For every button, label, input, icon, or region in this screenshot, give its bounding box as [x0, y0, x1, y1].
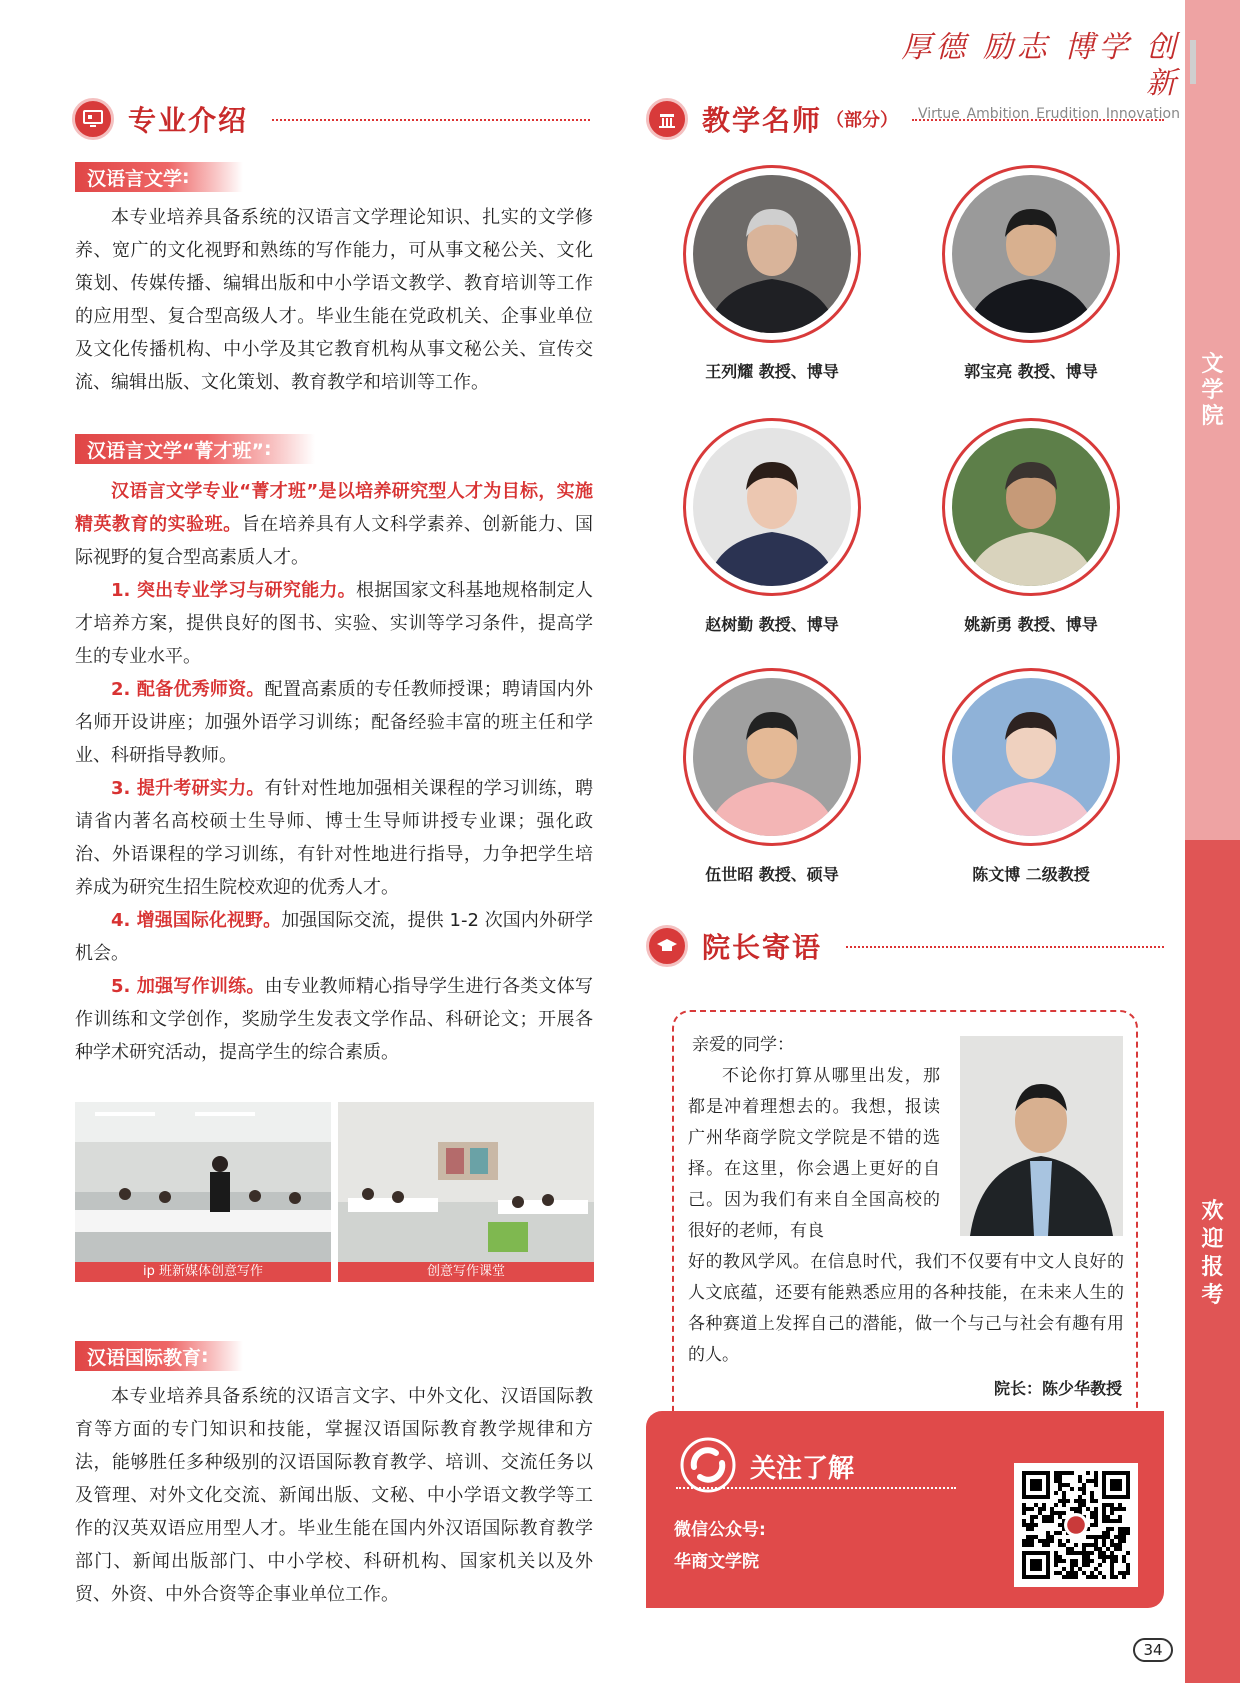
wechat-account: 华商文学院 — [674, 1552, 759, 1572]
section-header-dean — [646, 925, 822, 967]
divider — [912, 119, 1164, 121]
teacher-portrait-frame — [683, 165, 861, 343]
teacher-name: 赵树勤 教授、博导 — [705, 615, 839, 634]
graduation-cap-icon — [646, 925, 688, 967]
dean-message-narrow: 不论你打算从哪里出发，那都是冲着理想去的。我想，报读广州华商学院文学院是不错的选择。在这里，你会遇上更好的自己。因为我们有来自全国高校的很好的老师，有良 — [688, 1066, 940, 1241]
elite-class-text: 汉语言文学专业“菁才班”是以培养研究型人才为目标，实施精英教育的实验班。旨在培养具有人文科学素养、创新能力、国际视野的复合型高素质人才。 1. 突出专业学习与研究能力。根据国家文科基地规格制定人才培养方案，提供良好的图书、实验、实训等学习条件，提高学生的专业水平。 2. 配备优秀师资。配置高素质的专任教师授课；聘请国内外名师开设讲座；加强外语学习训练；配备经验丰富的班主任和学业、科研指导教师。 3. 提升考研实力。有针对性地加强相关课程的学习训练，聘请省内著名高校硕士生导师、博士生导师讲授专业课；强化政治、外语课程的学习训练，有针对性地进行指导，力争把学生培养成为研究生招生院校欢迎的优秀人才。 4. 增强国际化视野。加强国际交流，提供 1-2 次国内外研学机会。 5. 加强写作训练。由专业教师精心指导学生进行各类文体写作训练和文学创作，奖励学生发表文学作品、科研论文；开展各种学术研究活动，提高学生的综合素质。 — [75, 481, 594, 1063]
photo-caption: 创意写作课堂 — [338, 1262, 594, 1282]
divider — [846, 946, 1164, 948]
teacher-portrait — [952, 428, 1110, 586]
chinese-lit-text: 本专业培养具备系统的汉语言文学理论知识、扎实的文学修养、宽广的文化视野和熟练的写作能力，可从事文秘公关、文化策划、传媒传播、编辑出版和中小学语文教学、教育培训等工作的应用型、复合型高级人才。毕业生能在党政机关、企事业单位及文化传播机构、中小学及其它教育机构从事文秘公关、宣传交流、编辑出版、文化策划、教育教学和培训等工作。 — [75, 207, 593, 393]
teacher-portrait — [693, 175, 851, 333]
motto-bar — [1190, 40, 1196, 84]
label-intl-edu: 汉语国际教育 : — [75, 1341, 243, 1371]
sidebar-label-college: 文 学 院 — [1201, 352, 1224, 429]
classroom-photo — [75, 1102, 331, 1262]
teacher-portrait-frame — [683, 668, 861, 846]
teacher-name: 王列耀 教授、博导 — [705, 362, 839, 381]
dean-signature: 院长：陈少华教授 — [993, 1379, 1122, 1398]
teacher-portrait — [693, 678, 851, 836]
classroom-photo — [338, 1102, 594, 1262]
teacher-name: 郭宝亮 教授、博导 — [964, 362, 1098, 381]
teacher-name: 伍世昭 教授、硕导 — [705, 865, 839, 884]
section-header-majors — [72, 98, 248, 140]
lectern-icon — [646, 98, 688, 140]
teacher-portrait-frame — [942, 668, 1120, 846]
teacher-card — [911, 668, 1151, 885]
divider — [676, 1487, 956, 1489]
dean-portrait — [960, 1036, 1123, 1236]
teacher-portrait — [952, 678, 1110, 836]
page-number: 34 — [1133, 1638, 1173, 1662]
section-subtitle: （部分） — [826, 110, 899, 131]
teacher-portrait-frame — [683, 418, 861, 596]
intl-edu-text: 本专业培养具备系统的汉语言文字、中外文化、汉语国际教育等方面的专门知识和技能，掌握汉语国际教育教学规律和方法，能够胜任多种级别的汉语国际教育教学、培训、交流任务以及管理、对外文化交流、新闻出版、文秘、中小学语文教学等工作的汉英双语应用型人才。毕业生能在国内外汉语国际教育教学部门、新闻出版部门、中小学校、科研机构、国家机关以及外贸、外资、中外合资等企事业单位工作。 — [75, 1386, 593, 1605]
divider — [272, 119, 590, 121]
monitor-icon — [72, 98, 114, 140]
teacher-name: 陈文博 二级教授 — [972, 865, 1090, 884]
college-logo-icon — [680, 1437, 736, 1493]
teacher-card — [911, 418, 1151, 635]
section-title: 院长寄语 — [702, 931, 823, 964]
wechat-label: 微信公众号: — [674, 1520, 766, 1540]
dean-greeting: 亲爱的同学： — [692, 1035, 794, 1055]
class-photos — [75, 1102, 594, 1282]
motto — [900, 30, 1180, 122]
section-title: 专业介绍 — [128, 104, 249, 137]
photo-card — [338, 1102, 594, 1282]
qr-code[interactable] — [1014, 1463, 1138, 1587]
teacher-portrait — [693, 428, 851, 586]
dean-message-wide: 好的教风学风。在信息时代，我们不仅要有中文人良好的人文底蕴，还要有能熟悉应用的各种技能，在未来人生的各种赛道上发挥自己的潜能，做一个与己与社会有趣有用的人。 — [688, 1252, 1124, 1365]
follow-panel — [646, 1411, 1164, 1608]
motto-chinese: 厚德 励志 博学 创新 — [901, 30, 1180, 101]
teacher-name: 姚新勇 教授、博导 — [964, 615, 1098, 634]
section-header-teachers — [646, 98, 898, 140]
teacher-card — [652, 668, 892, 885]
follow-title: 关注了解 — [750, 1454, 855, 1484]
label-elite-class: 汉语言文学“菁才班” : — [75, 434, 315, 464]
teacher-card — [652, 418, 892, 635]
photo-caption: ip 班新媒体创意写作 — [75, 1262, 331, 1282]
sidebar-label-welcome: 欢 迎 报 考 — [1201, 1199, 1224, 1308]
teacher-portrait — [952, 175, 1110, 333]
motto-english: Virtue Ambition Erudition Innovation — [918, 106, 1180, 122]
label-chinese-lit: 汉语言文学 : — [75, 162, 243, 192]
section-title: 教学名师 — [702, 104, 823, 137]
photo-card — [75, 1102, 331, 1282]
teacher-card — [652, 165, 892, 382]
teacher-portrait-frame — [942, 418, 1120, 596]
teacher-card — [911, 165, 1151, 382]
teacher-portrait-frame — [942, 165, 1120, 343]
